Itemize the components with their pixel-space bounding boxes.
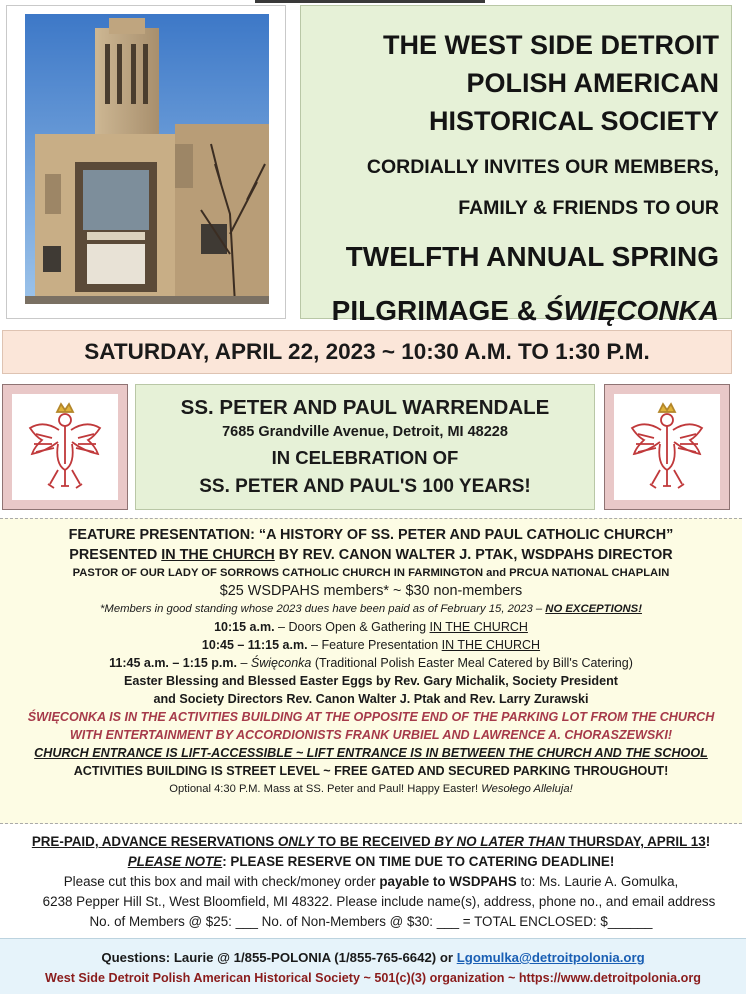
presenter-prefix: PRESENTED <box>69 547 162 563</box>
event-details <box>0 518 742 824</box>
white-eagle-icon <box>614 394 720 500</box>
church-photo-frame <box>6 5 286 319</box>
reservation-note <box>0 852 742 872</box>
blessing-line-1: Easter Blessing and Blessed Easter Eggs by Rev. Gary Michalik, Society President <box>124 674 618 688</box>
header-title-box <box>300 5 732 326</box>
membership-note-emphasis: NO EXCEPTIONS! <box>545 603 642 615</box>
activities-building-note: ŚWIĘCONKA IS IN THE ACTIVITIES BUILDING AT THE OPPOSITE END OF THE PARKING LOT FROM THE CHURCH <box>27 710 715 724</box>
presenter-location: IN THE CHURCH <box>161 547 275 563</box>
reservation-note-label: PLEASE NOTE <box>127 854 223 869</box>
church-building-illustration <box>25 14 269 304</box>
polish-eagle-right <box>604 384 730 510</box>
invitation-line-1: CORDIALLY INVITES OUR MEMBERS, <box>366 156 719 178</box>
parking-note: ACTIVITIES BUILDING IS STREET LEVEL ~ FREE GATED AND SECURED PARKING THROUGHOUT! <box>73 764 669 778</box>
schedule-meal-text: (Traditional Polish Easter Meal Catered by Bill's Catering) <box>311 656 633 670</box>
polish-eagle-left <box>2 384 128 510</box>
schedule-doors <box>0 618 742 636</box>
reservation-deadline-b: ONLY <box>277 834 315 849</box>
footer <box>0 938 746 994</box>
blessing-line-2: and Society Directors Rev. Canon Walter J. Ptak and Rev. Larry Zurawski <box>153 692 589 706</box>
society-name-line-2: POLISH AMERICAN <box>466 68 719 98</box>
mass-note <box>0 780 742 798</box>
membership-note <box>0 601 742 618</box>
eagle-emblem-right <box>614 394 720 500</box>
reservation-form <box>0 828 742 934</box>
schedule-doors-time: 10:15 a.m. <box>214 620 275 634</box>
reservation-mail-line <box>0 872 742 892</box>
venue-name: SS. PETER AND PAUL WARRENDALE <box>180 396 550 419</box>
top-edge-bar <box>255 0 485 3</box>
accessibility-note: CHURCH ENTRANCE IS LIFT-ACCESSIBLE ~ LIFT ENTRANCE IS IN BETWEEN THE CHURCH AND THE SCHOOL <box>34 746 708 760</box>
pastor-line: PASTOR OF OUR LADY OF SORROWS CATHOLIC CHURCH IN FARMINGTON and PRCUA NATIONAL CHAPLAIN <box>72 567 670 579</box>
membership-note-text: *Members in good standing whose 2023 dues have been paid as of February 15, 2023 – <box>100 603 546 615</box>
presenter-suffix: BY REV. CANON WALTER J. PTAK, WSDPAHS DIRECTOR <box>274 547 673 563</box>
church-photo <box>25 14 269 304</box>
reservation-deadline-d: BY NO LATER THAN <box>434 834 565 849</box>
invitation-line-2: FAMILY & FRIENDS TO OUR <box>458 197 719 219</box>
schedule-doors-text: – Doors Open & Gathering <box>274 620 430 634</box>
feature-presentation-line: FEATURE PRESENTATION: “A HISTORY OF SS. PETER AND PAUL CATHOLIC CHURCH” <box>68 527 674 543</box>
event-title-line-1: TWELFTH ANNUAL SPRING <box>345 241 719 272</box>
event-title-line-2 <box>311 292 719 330</box>
reservation-deadline-f: ! <box>705 834 711 849</box>
schedule-feature <box>0 636 742 654</box>
contact-email-link[interactable]: Lgomulka@detroitpolonia.org <box>456 950 645 965</box>
schedule-meal-dash: – <box>237 656 251 670</box>
schedule-feature-place: IN THE CHURCH <box>441 638 541 652</box>
mass-note-text: Optional 4:30 P.M. Mass at SS. Peter and Paul! Happy Easter! <box>169 783 482 795</box>
entertainment-note: WITH ENTERTAINMENT BY ACCORDIONISTS FRANK URBIEL AND LAWRENCE A. CHORASZEWSKI! <box>69 728 673 742</box>
venue-box <box>135 384 595 510</box>
presenter-line <box>0 545 742 565</box>
reservation-deadline <box>0 832 742 852</box>
event-title-swieconka: ŚWIĘCONKA <box>544 295 719 326</box>
society-name-line-3: HISTORICAL SOCIETY <box>428 106 719 136</box>
schedule-meal-name: Święconka <box>250 656 312 670</box>
reservation-mail-a: Please cut this box and mail with check/money order <box>63 874 380 889</box>
reservation-deadline-a: PRE-PAID, ADVANCE RESERVATIONS <box>31 834 278 849</box>
venue-celebration: IN CELEBRATION OF <box>271 447 459 468</box>
schedule-meal-time: 11:45 a.m. – 1:15 p.m. <box>109 656 237 670</box>
reservation-deadline-c: TO BE RECEIVED <box>314 834 435 849</box>
schedule-doors-place: IN THE CHURCH <box>429 620 528 634</box>
questions-line <box>0 948 746 968</box>
reservation-mail-c: to: Ms. Laurie A. Gomulka, <box>516 874 679 889</box>
venue-address: 7685 Grandville Avenue, Detroit, MI 48228 <box>222 424 508 440</box>
reservation-address-line: 6238 Pepper Hill St., West Bloomfield, MI 48322. Please include name(s), address, phone no., and email address <box>42 894 716 909</box>
schedule-feature-time: 10:45 – 11:15 a.m. <box>201 638 308 652</box>
mass-note-greeting: Wesołego Alleluja! <box>481 783 573 795</box>
event-title-prefix: PILGRIMAGE & <box>331 295 545 326</box>
reservation-payee: payable to WSDPAHS <box>379 874 517 889</box>
schedule-meal <box>0 654 742 672</box>
society-name-line-1: THE WEST SIDE DETROIT <box>382 30 719 60</box>
eagle-emblem-left <box>12 394 118 500</box>
venue-anniversary: SS. PETER AND PAUL'S 100 YEARS! <box>199 476 531 497</box>
price-line: $25 WSDPAHS members* ~ $30 non-members <box>219 583 523 599</box>
white-eagle-icon <box>12 394 118 500</box>
schedule-feature-text: – Feature Presentation <box>307 638 442 652</box>
questions-text: Questions: Laurie @ 1/855-POLONIA (1/855-765-6642) or <box>101 950 457 965</box>
reservation-deadline-e: THURSDAY, APRIL 13 <box>564 834 706 849</box>
date-banner: SATURDAY, APRIL 22, 2023 ~ 10:30 A.M. TO 1:30 P.M. <box>2 330 732 374</box>
organization-line: West Side Detroit Polish American Historical Society ~ 501(c)(3) organization ~ https://www.detroitpolonia.org <box>45 971 701 985</box>
reservation-count-line: No. of Members @ $25: ___ No. of Non-Members @ $30: ___ = TOTAL ENCLOSED: $______ <box>89 914 653 929</box>
reservation-note-text: : PLEASE RESERVE ON TIME DUE TO CATERING DEADLINE! <box>222 854 615 869</box>
